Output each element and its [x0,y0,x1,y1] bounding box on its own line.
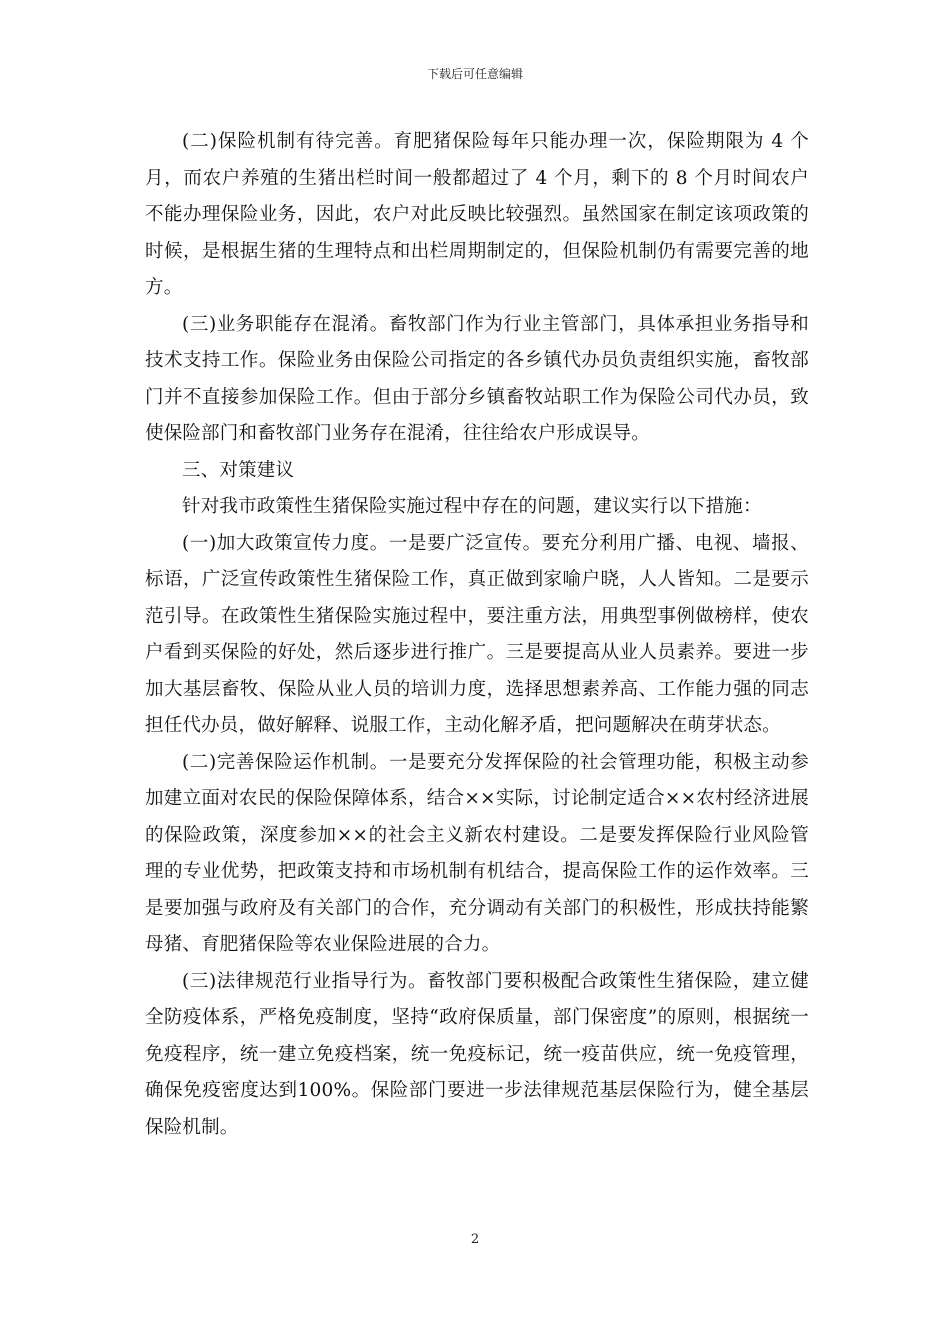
paragraph-operation-mechanism: (二)完善保险运作机制。一是要充分发挥保险的社会管理功能，积极主动参加建立面对农民的保险保障体系，结合××实际，讨论制定适合××农村经济进展的保险政策，深度参加××的社会主义新农村建设。二是要发挥保险行业风险管理的专业优势，把政策支持和市场机制有机结合，提高保险工作的运作效率。三是要加强与政府及有关部门的合作，充分调动有关部门的积极性，形成扶持能繁母猪、育肥猪保险等农业保险进展的合力。 [145,751,809,955]
section-heading-countermeasures: 三、对策建议 [182,459,295,481]
paragraph-policy-publicity: (一)加大政策宣传力度。一是要广泛宣传。要充分利用广播、电视、墙报、标语，广泛宣传政策性生猪保险工作，真正做到家喻户晓，人人皆知。二是要示范引导。在政策性生猪保险实施过程中，要注重方法，用典型事例做榜样，使农户看到买保险的好处，然后逐步进行推广。三是要提高从业人员素养。要进一步加大基层畜牧、保险从业人员的培训力度，选择思想素养高、工作能力强的同志担任代办员，做好解释、说服工作，主动化解矛盾，把问题解决在萌芽状态。 [145,532,809,736]
paragraph-intro-measures: 针对我市政策性生猪保险实施过程中存在的问题，建议实行以下措施： [182,496,762,517]
paragraph-business-functions: (三)业务职能存在混淆。畜牧部门作为行业主管部门，具体承担业务指导和技术支持工作。保险业务由保险公司指定的各乡镇代办员负责组织实施，畜牧部门并不直接参加保险工作。但由于部分乡镇畜牧站职工作为保险公司代办员，致使保险部门和畜牧部门业务存在混淆，往往给农户形成误导。 [145,313,809,444]
page-header: 下载后可任意编辑 [426,67,523,81]
page-number: 2 [470,1232,480,1247]
document-body [145,124,809,1146]
paragraph-industry-guidance: (三)法律规范行业指导行为。畜牧部门要积极配合政策性生猪保险，建立健全防疫体系，严格免疫制度，坚持“政府保质量，部门保密度”的原则，根据统一免疫程序，统一建立免疫档案，统一免疫标记，统一疫苗供应，统一免疫管理，确保免疫密度达到100%。保险部门要进一步法律规范基层保险行为，健全基层保险机制。 [145,970,809,1138]
paragraph-insurance-mechanism: (二)保险机制有待完善。育肥猪保险每年只能办理一次，保险期限为 4 个月，而农户养殖的生猪出栏时间一般都超过了 4 个月，剩下的 8 个月时间农户不能办理保险业务，因此，农户对此反映比较强烈。虽然国家在制定该项政策的时候，是根据生猪的生理特点和出栏周期制定的，但保险机制仍有需要完善的地方。 [145,131,809,298]
